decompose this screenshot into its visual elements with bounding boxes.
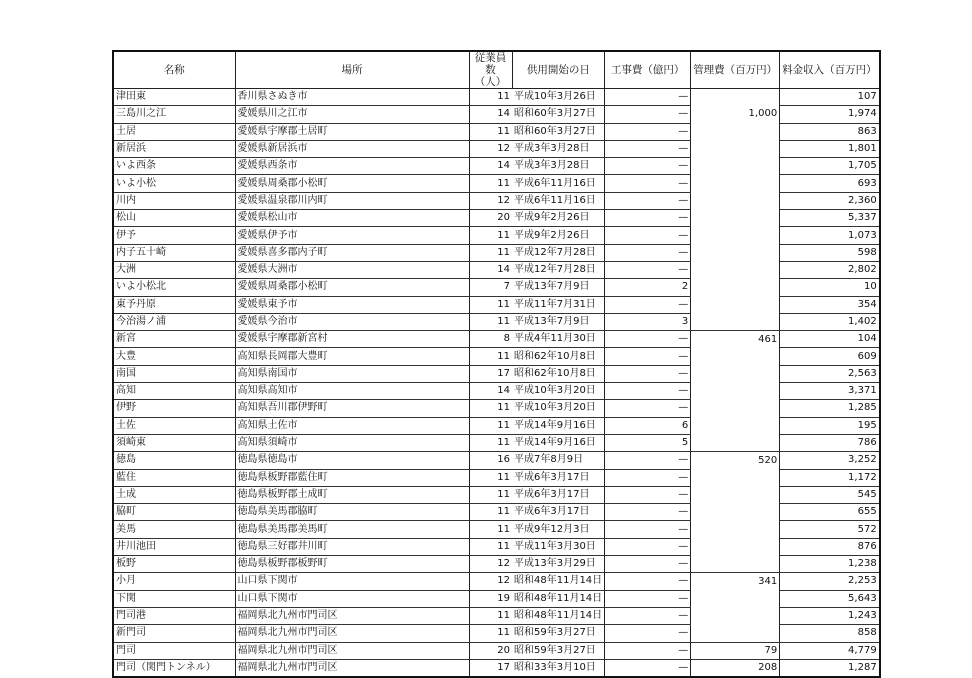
table-row [113,89,880,106]
table-row [113,348,880,365]
row-management-cost [691,158,780,175]
row-revenue: 4,779 [780,642,880,659]
row-revenue: 2,563 [780,365,880,382]
row-start-date: 平成6年11月16日 [512,175,605,192]
table-row [113,227,880,244]
table-row [113,625,880,642]
row-management-cost [691,210,780,227]
table-row [113,607,880,624]
table-row [113,400,880,417]
row-revenue: 1,243 [780,607,880,624]
row-employees: 12 [469,140,512,157]
row-name: 大洲 [113,261,235,278]
row-place: 愛媛県新居浜市 [235,140,469,157]
row-name: 津田東 [113,89,235,106]
table-row [113,469,880,486]
row-employees: 11 [469,521,512,538]
row-place: 愛媛県大洲市 [235,261,469,278]
row-construction-cost: — [605,486,691,503]
row-management-cost [691,538,780,555]
row-revenue: 876 [780,538,880,555]
row-construction-cost: — [605,348,691,365]
row-start-date: 平成6年3月17日 [512,486,605,503]
row-place: 山口県下関市 [235,573,469,590]
row-management-cost [691,625,780,642]
header-revenue: 料金収入（百万円） [780,51,880,89]
row-place: 高知県土佐市 [235,417,469,434]
row-construction-cost: — [605,261,691,278]
table-row [113,556,880,573]
row-name: 川内 [113,192,235,209]
row-revenue: 2,360 [780,192,880,209]
row-name: 土居 [113,123,235,140]
table-row [113,504,880,521]
row-revenue: 107 [780,89,880,106]
row-name: 今治湯ノ浦 [113,313,235,330]
row-name: 小月 [113,573,235,590]
row-place: 高知県高知市 [235,383,469,400]
row-start-date: 平成6年11月16日 [512,192,605,209]
header-place: 場所 [235,51,469,89]
row-name: 須崎東 [113,434,235,451]
row-name: 井川池田 [113,538,235,555]
row-revenue: 2,253 [780,573,880,590]
row-start-date: 平成9年2月26日 [512,227,605,244]
row-employees: 14 [469,158,512,175]
row-management-cost [691,365,780,382]
row-employees: 11 [469,296,512,313]
table-row [113,590,880,607]
row-revenue: 10 [780,279,880,296]
row-construction-cost: — [605,400,691,417]
row-place: 愛媛県東予市 [235,296,469,313]
row-employees: 11 [469,400,512,417]
row-employees: 17 [469,659,512,677]
table-row [113,434,880,451]
row-place: 福岡県北九州市門司区 [235,625,469,642]
row-construction-cost: 2 [605,279,691,296]
row-name: 伊予 [113,227,235,244]
row-start-date: 昭和60年3月27日 [512,123,605,140]
row-management-cost [691,383,780,400]
row-employees: 14 [469,383,512,400]
row-management-cost [691,504,780,521]
row-name: 土佐 [113,417,235,434]
row-management-cost [691,279,780,296]
row-name: 三島川之江 [113,106,235,123]
row-revenue: 858 [780,625,880,642]
row-start-date: 平成9年2月26日 [512,210,605,227]
row-place: 徳島県三好郡井川町 [235,538,469,555]
row-construction-cost: 3 [605,313,691,330]
row-construction-cost: 5 [605,434,691,451]
row-employees: 11 [469,123,512,140]
row-place: 徳島県美馬郡脇町 [235,504,469,521]
row-revenue: 863 [780,123,880,140]
row-construction-cost: — [605,573,691,590]
row-management-cost [691,469,780,486]
row-place: 徳島県板野郡土成町 [235,486,469,503]
row-name: 東予丹原 [113,296,235,313]
row-name: 板野 [113,556,235,573]
row-construction-cost: — [605,521,691,538]
row-construction-cost: — [605,123,691,140]
row-revenue: 3,371 [780,383,880,400]
row-construction-cost: — [605,158,691,175]
row-revenue: 2,802 [780,261,880,278]
row-revenue: 655 [780,504,880,521]
row-management-cost [691,244,780,261]
row-construction-cost: — [605,140,691,157]
row-employees: 17 [469,365,512,382]
row-start-date: 昭和48年11月14日 [512,590,605,607]
row-revenue: 1,172 [780,469,880,486]
row-place: 高知県南国市 [235,365,469,382]
row-start-date: 平成10年3月26日 [512,89,605,106]
row-start-date: 平成14年9月16日 [512,434,605,451]
row-revenue: 195 [780,417,880,434]
row-start-date: 平成10年3月20日 [512,383,605,400]
row-place: 高知県長岡郡大豊町 [235,348,469,365]
row-employees: 20 [469,642,512,659]
row-start-date: 平成13年7月9日 [512,313,605,330]
row-place: 愛媛県松山市 [235,210,469,227]
row-employees: 11 [469,625,512,642]
table-row [113,106,880,123]
row-name: 藍住 [113,469,235,486]
row-management-cost [691,434,780,451]
data-table [112,50,881,678]
table-row [113,140,880,157]
row-revenue: 3,252 [780,452,880,469]
table-row [113,313,880,330]
row-construction-cost: — [605,89,691,106]
row-management-cost [691,348,780,365]
table-row [113,365,880,382]
row-management-cost [691,313,780,330]
row-revenue: 5,643 [780,590,880,607]
row-management-cost [691,261,780,278]
row-construction-cost: — [605,556,691,573]
row-revenue: 609 [780,348,880,365]
row-employees: 12 [469,556,512,573]
row-start-date: 平成13年7月9日 [512,279,605,296]
row-name: 内子五十崎 [113,244,235,261]
row-place: 高知県吾川郡伊野町 [235,400,469,417]
table-row [113,383,880,400]
row-management-cost [691,486,780,503]
row-construction-cost: — [605,296,691,313]
row-employees: 11 [469,244,512,261]
row-revenue: 1,705 [780,158,880,175]
row-construction-cost: — [605,383,691,400]
row-employees: 12 [469,192,512,209]
row-management-cost [691,590,780,607]
row-name: 門司 [113,642,235,659]
table-row [113,175,880,192]
row-management-cost [691,296,780,313]
row-management-cost: 520 [691,452,780,469]
row-construction-cost: — [605,365,691,382]
table-row [113,210,880,227]
table-row [113,261,880,278]
row-employees: 11 [469,175,512,192]
row-revenue: 786 [780,434,880,451]
row-place: 高知県須崎市 [235,434,469,451]
row-revenue: 1,073 [780,227,880,244]
row-place: 愛媛県温泉郡川内町 [235,192,469,209]
row-place: 香川県さぬき市 [235,89,469,106]
row-start-date: 平成11年3月30日 [512,538,605,555]
row-place: 愛媛県宇摩郡新宮村 [235,331,469,348]
table-row [113,659,880,677]
row-employees: 11 [469,486,512,503]
row-revenue: 1,287 [780,659,880,677]
row-employees: 16 [469,452,512,469]
row-construction-cost: — [605,244,691,261]
row-employees: 11 [469,504,512,521]
table-row [113,331,880,348]
row-start-date: 平成3年3月28日 [512,140,605,157]
row-revenue: 104 [780,331,880,348]
row-construction-cost: — [605,590,691,607]
header-employees: 従業員数 （人） [469,51,512,89]
row-construction-cost: — [605,538,691,555]
table-row [113,158,880,175]
row-revenue: 1,402 [780,313,880,330]
row-name: 土成 [113,486,235,503]
row-employees: 11 [469,469,512,486]
row-management-cost [691,227,780,244]
row-revenue: 693 [780,175,880,192]
row-start-date: 平成3年3月28日 [512,158,605,175]
row-management-cost [691,521,780,538]
row-management-cost [691,556,780,573]
row-management-cost [691,417,780,434]
row-name: 脇町 [113,504,235,521]
row-construction-cost: — [605,607,691,624]
row-place: 徳島県徳島市 [235,452,469,469]
row-start-date: 平成11年7月31日 [512,296,605,313]
table-row [113,452,880,469]
row-place: 愛媛県今治市 [235,313,469,330]
row-construction-cost: — [605,210,691,227]
row-place: 愛媛県周桑郡小松町 [235,279,469,296]
row-place: 徳島県美馬郡美馬町 [235,521,469,538]
row-place: 愛媛県川之江市 [235,106,469,123]
row-place: 福岡県北九州市門司区 [235,642,469,659]
table-row [113,521,880,538]
row-start-date: 平成10年3月20日 [512,400,605,417]
row-name: 下関 [113,590,235,607]
row-management-cost [691,400,780,417]
row-name: いよ西条 [113,158,235,175]
row-employees: 11 [469,538,512,555]
row-management-cost: 461 [691,331,780,348]
row-start-date: 昭和59年3月27日 [512,625,605,642]
row-management-cost [691,89,780,106]
row-place: 山口県下関市 [235,590,469,607]
row-start-date: 昭和60年3月27日 [512,106,605,123]
row-place: 徳島県板野郡藍住町 [235,469,469,486]
row-employees: 14 [469,261,512,278]
row-revenue: 5,337 [780,210,880,227]
table-row [113,279,880,296]
row-name: 新宮 [113,331,235,348]
row-name: 新居浜 [113,140,235,157]
row-revenue: 1,285 [780,400,880,417]
header-construction-cost: 工事費（億円） [605,51,691,89]
row-place: 愛媛県喜多郡内子町 [235,244,469,261]
row-revenue: 354 [780,296,880,313]
row-revenue: 598 [780,244,880,261]
row-revenue: 1,238 [780,556,880,573]
row-name: 門司港 [113,607,235,624]
row-name: いよ小松 [113,175,235,192]
row-employees: 12 [469,573,512,590]
row-name: 松山 [113,210,235,227]
header-name: 名称 [113,51,235,89]
row-place: 愛媛県宇摩郡土居町 [235,123,469,140]
row-management-cost [691,140,780,157]
table-row [113,538,880,555]
row-start-date: 昭和62年10月8日 [512,348,605,365]
row-place: 愛媛県周桑郡小松町 [235,175,469,192]
row-employees: 14 [469,106,512,123]
row-start-date: 昭和62年10月8日 [512,365,605,382]
row-construction-cost: — [605,331,691,348]
row-start-date: 平成4年11月30日 [512,331,605,348]
header-management-cost: 管理費（百万円） [691,51,780,89]
row-start-date: 平成12年7月28日 [512,261,605,278]
row-employees: 11 [469,313,512,330]
table-row [113,573,880,590]
row-revenue: 1,801 [780,140,880,157]
row-name: 伊野 [113,400,235,417]
row-construction-cost: 6 [605,417,691,434]
row-employees: 7 [469,279,512,296]
row-revenue: 1,974 [780,106,880,123]
row-construction-cost: — [605,642,691,659]
row-start-date: 平成14年9月16日 [512,417,605,434]
header-row [113,51,880,89]
row-place: 徳島県板野郡板野町 [235,556,469,573]
row-name: 新門司 [113,625,235,642]
row-construction-cost: — [605,192,691,209]
row-management-cost: 1,000 [691,106,780,123]
row-management-cost: 79 [691,642,780,659]
row-employees: 8 [469,331,512,348]
table-row [113,486,880,503]
row-name: 大豊 [113,348,235,365]
row-construction-cost: — [605,625,691,642]
row-place: 福岡県北九州市門司区 [235,607,469,624]
row-management-cost [691,123,780,140]
row-name: 門司（関門トンネル） [113,659,235,677]
row-construction-cost: — [605,175,691,192]
row-revenue: 572 [780,521,880,538]
row-employees: 11 [469,89,512,106]
table-row [113,296,880,313]
row-name: 南国 [113,365,235,382]
row-construction-cost: — [605,452,691,469]
row-management-cost [691,192,780,209]
row-management-cost: 341 [691,573,780,590]
row-name: 美馬 [113,521,235,538]
row-name: 徳島 [113,452,235,469]
row-employees: 20 [469,210,512,227]
row-employees: 19 [469,590,512,607]
row-place: 福岡県北九州市門司区 [235,659,469,677]
row-management-cost [691,175,780,192]
row-start-date: 平成7年8月9日 [512,452,605,469]
row-revenue: 545 [780,486,880,503]
row-start-date: 平成12年7月28日 [512,244,605,261]
row-start-date: 平成6年3月17日 [512,504,605,521]
row-start-date: 平成6年3月17日 [512,469,605,486]
row-place: 愛媛県伊予市 [235,227,469,244]
row-employees: 11 [469,227,512,244]
row-start-date: 平成9年12月3日 [512,521,605,538]
table-row [113,417,880,434]
row-start-date: 昭和48年11月14日 [512,573,605,590]
row-name: 高知 [113,383,235,400]
row-employees: 11 [469,348,512,365]
row-management-cost [691,607,780,624]
row-start-date: 昭和48年11月14日 [512,607,605,624]
row-employees: 11 [469,434,512,451]
row-construction-cost: — [605,469,691,486]
header-start-date: 供用開始の日 [512,51,605,89]
table-row [113,192,880,209]
row-construction-cost: — [605,504,691,521]
row-construction-cost: — [605,106,691,123]
row-employees: 11 [469,417,512,434]
table-row [113,244,880,261]
table-row [113,642,880,659]
row-start-date: 平成13年3月29日 [512,556,605,573]
row-start-date: 昭和59年3月27日 [512,642,605,659]
row-construction-cost: — [605,227,691,244]
row-employees: 11 [469,607,512,624]
row-start-date: 昭和33年3月10日 [512,659,605,677]
row-place: 愛媛県西条市 [235,158,469,175]
table-row [113,123,880,140]
row-construction-cost: — [605,659,691,677]
table-body [113,89,880,678]
row-name: いよ小松北 [113,279,235,296]
row-management-cost: 208 [691,659,780,677]
